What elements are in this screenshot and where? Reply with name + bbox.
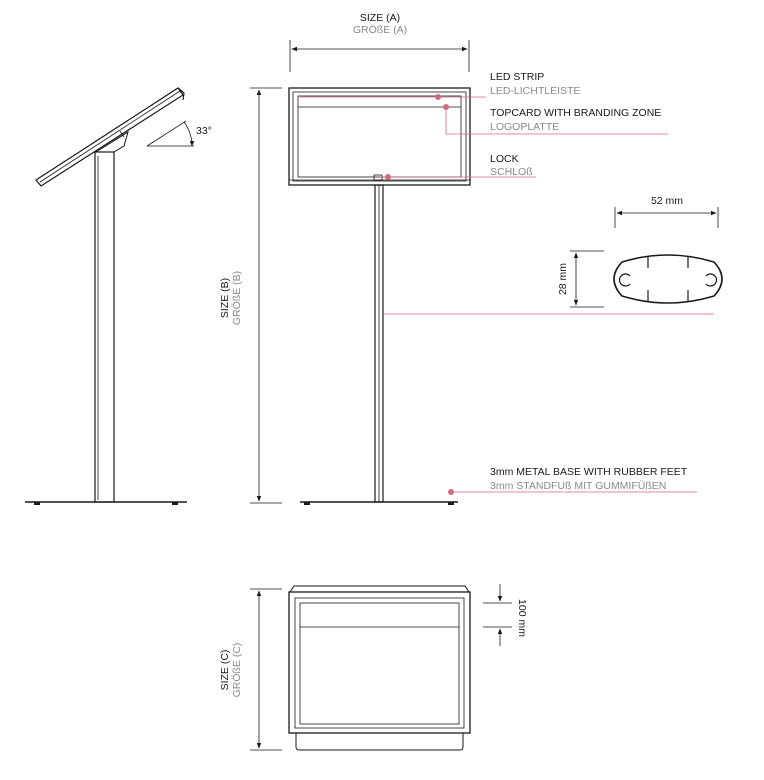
profile-width-label: 52 mm [650,195,684,207]
top-view-frame [289,586,470,750]
profile-height-label: 28 mm [557,262,569,296]
callout-led-strip-label: LED STRIP [490,71,545,83]
side-view-panel [36,88,184,186]
side-view-base [25,502,187,505]
size-b-label-de: GRÖßE (B) [231,270,243,326]
side-view [25,88,212,505]
topcard-dimension [483,584,528,646]
callout-base-label: 3mm METAL BASE WITH RUBBER FEET [490,466,688,478]
front-view-base [300,502,458,505]
callout-lock-label: LOCK [490,153,519,165]
callout-base-label-de: 3mm STANDFUß MIT GUMMIFÜßEN [490,480,667,492]
size-b-dimension [219,88,282,503]
size-b-label: SIZE (B) [219,277,231,319]
angle-label: 33° [196,125,212,137]
callout-lock [374,153,536,180]
front-view-pole [375,185,383,502]
callout-lock-label-de: SCHLOß [490,166,533,178]
angle-indicator [147,121,212,146]
size-a-label: SIZE (A) [359,12,401,24]
profile-section [384,195,722,314]
front-view [219,12,470,505]
top-view [219,584,528,750]
callout-topcard-label-de: LOGOPLATTE [490,121,560,133]
callout-topcard-label: TOPCARD WITH BRANDING ZONE [490,107,662,119]
size-a-dimension [290,12,469,72]
size-c-label: SIZE (C) [219,649,231,691]
size-c-label-de: GRÖßE (C) [231,642,243,698]
topcard-height-label: 100 mm [516,599,528,637]
callout-topcard [443,104,668,134]
callout-base [448,466,697,495]
side-view-pole [95,152,114,502]
size-a-label-de: GRÖßE (A) [352,24,408,36]
callout-led-strip-label-de: LED-LICHTLEISTE [490,85,581,97]
front-view-frame [289,88,470,185]
size-c-dimension [219,589,282,750]
